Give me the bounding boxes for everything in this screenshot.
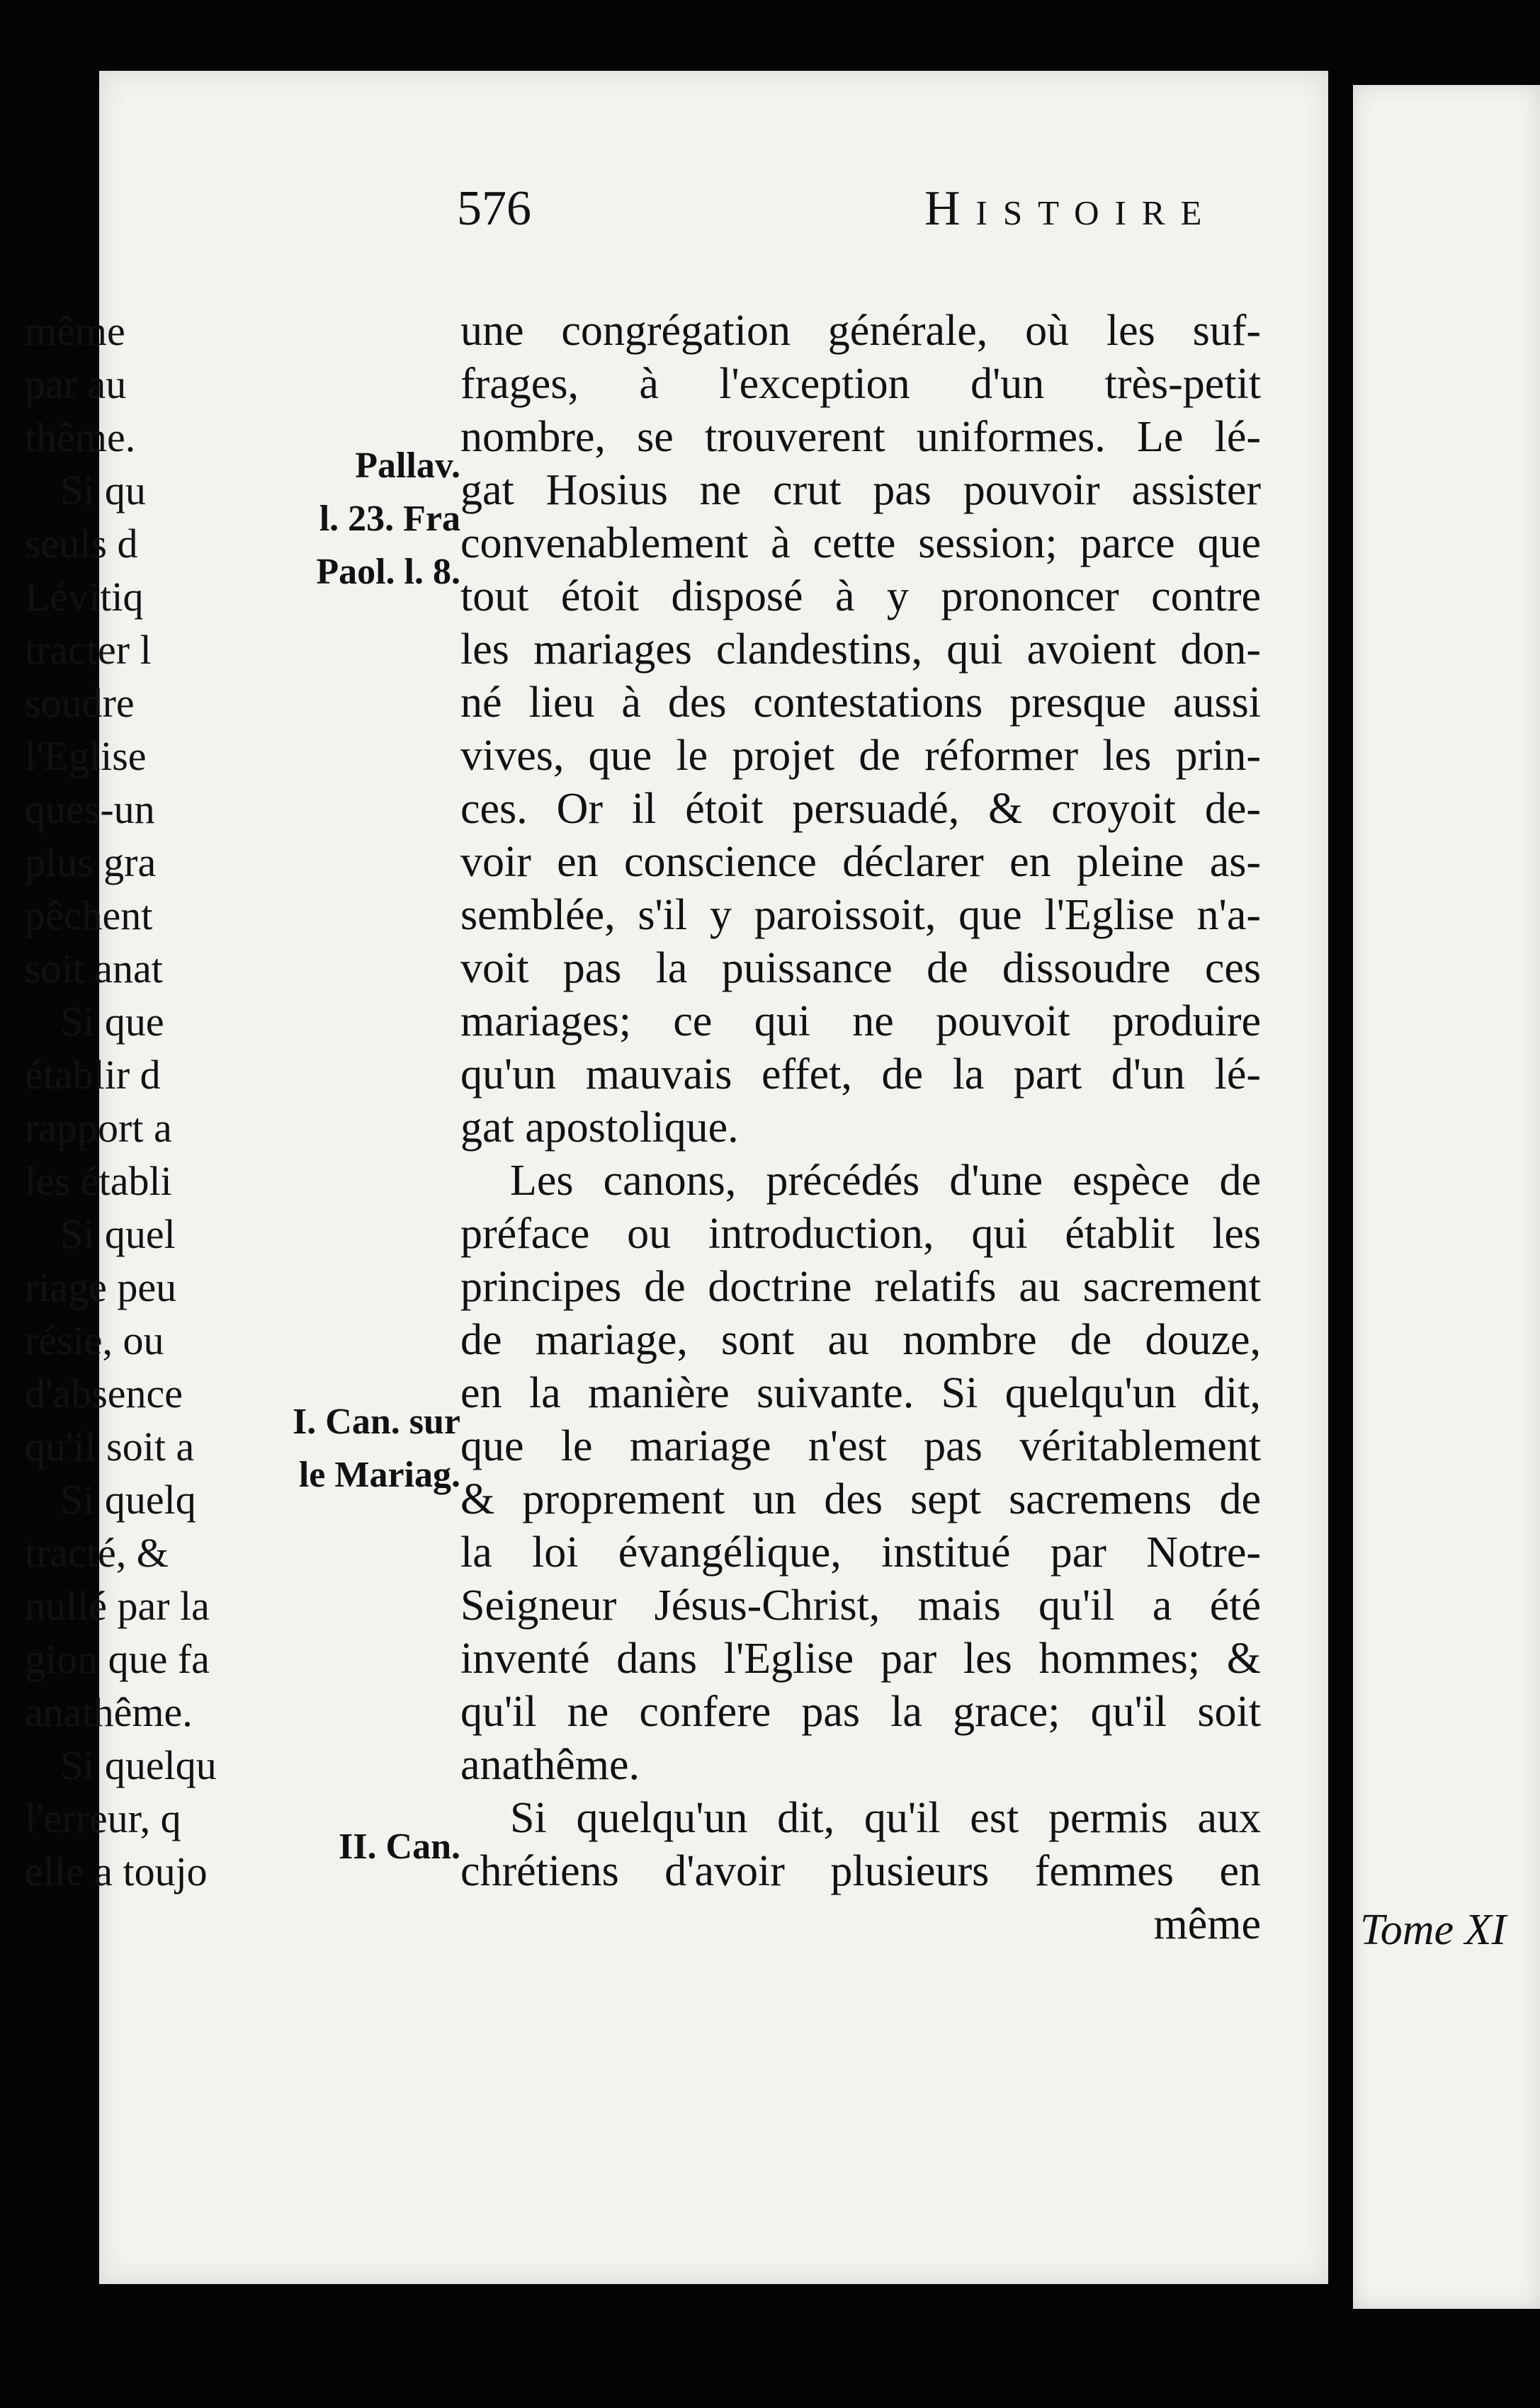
right-page-line: nullé par la (25, 1583, 210, 1629)
text-line: qu'un mauvais effet, de la part d'un lé- (460, 1050, 1261, 1098)
right-page-line: soudre (25, 680, 135, 726)
right-page-line: l'erreur, q (25, 1795, 181, 1841)
text-line: principes de doctrine relatifs au sacrement (460, 1263, 1261, 1311)
text-line: convenablement à cette session; parce que (460, 519, 1261, 567)
text-line: qu'il ne confere pas la grace; qu'il soit (460, 1688, 1261, 1736)
text-line: né lieu à des contestations presque aussi (460, 678, 1261, 727)
signature-mark: Tome XI (1360, 1906, 1507, 1954)
text-line: préface ou introduction, qui établit les (460, 1210, 1261, 1258)
right-page-line: d'absence (25, 1370, 183, 1416)
right-page-line: ques-un (25, 786, 155, 832)
text-line: gat apostolique. (460, 1103, 739, 1152)
right-page (1353, 85, 1540, 2309)
text-line: une congrégation générale, où les suf- (460, 307, 1261, 355)
right-page-text (25, 305, 217, 1898)
text-line: chrétiens d'avoir plusieurs femmes en (460, 1847, 1261, 1895)
right-page-line: résie, ou (25, 1317, 164, 1363)
running-title: Histoire (924, 181, 1218, 236)
text-line: en la manière suivante. Si quelqu'un dit, (460, 1369, 1261, 1417)
right-page-line: thême. (25, 414, 136, 460)
page-number: 576 (457, 181, 531, 236)
right-page-line: anathême. (25, 1689, 193, 1735)
text-line: mariages; ce qui ne pouvoit produire (460, 997, 1261, 1045)
text-line: Seigneur Jésus-Christ, mais qu'il a été (460, 1581, 1261, 1630)
right-page-line: Si qu (60, 467, 146, 513)
text-line: Si quelqu'un dit, qu'il est permis aux (510, 1794, 1261, 1842)
right-page-line: tracté, & (25, 1530, 169, 1576)
margin-note: I. Can. sur (293, 1402, 460, 1442)
right-page-line: soit anat (25, 945, 163, 992)
text-line: même (1153, 1900, 1261, 1948)
right-page-line: gion que fa (25, 1636, 210, 1682)
right-page-line: riage peu (25, 1264, 177, 1310)
text-line: la loi évangélique, institué par Notre- (460, 1528, 1261, 1577)
right-page-line: tracter l (25, 627, 152, 673)
text-line: que le mariage n'est pas véritablement (460, 1422, 1261, 1470)
text-line: semblée, s'il y paroissoit, que l'Eglise n'a- (460, 891, 1261, 939)
margin-note: Paol. l. 8. (316, 552, 460, 592)
text-line: voit pas la puissance de dissoudre ces (460, 944, 1261, 992)
text-line: de mariage, sont au nombre de douze, (460, 1316, 1261, 1364)
text-line: les mariages clandestins, qui avoient don- (460, 625, 1261, 674)
margin-note: Pallav. (355, 445, 460, 486)
text-line: frages, à l'exception d'un très-petit (460, 360, 1261, 408)
right-page-line: Si quel (60, 1211, 176, 1257)
text-line: tout étoit disposé à y prononcer contre (460, 572, 1261, 620)
right-page-line: elle a toujo (25, 1848, 208, 1895)
text-line: inventé dans l'Eglise par les hommes; & (460, 1635, 1261, 1683)
right-page-line: l'Eglise (25, 733, 147, 779)
margin-note: l. 23. Fra (319, 499, 460, 539)
text-line: anathême. (460, 1741, 640, 1789)
right-page-line: plus gra (25, 839, 157, 885)
margin-note: le Mariag. (298, 1455, 460, 1495)
margin-note: II. Can. (339, 1827, 460, 1867)
right-page-line: seuls d (25, 521, 138, 567)
body-text (460, 305, 1261, 1951)
right-page-line: même (25, 308, 125, 354)
text-line: nombre, se trouverent uniformes. Le lé- (460, 413, 1261, 461)
right-page-line: rapport a (25, 1105, 172, 1151)
right-page-line: Si quelq (60, 1477, 196, 1523)
right-page-line: Si quelqu (60, 1742, 217, 1788)
right-page-line: Lévitiq (25, 574, 144, 620)
text-line: & proprement un des sept sacremens de (460, 1475, 1261, 1523)
right-page-line: établir d (25, 1052, 161, 1098)
text-line: Les canons, précédés d'une espèce de (510, 1157, 1261, 1205)
text-line: vives, que le projet de réformer les prin- (460, 732, 1261, 780)
text-line: ces. Or il étoit persuadé, & croyoit de- (460, 785, 1261, 833)
right-page-line: qu'il soit a (25, 1424, 195, 1470)
running-header (358, 181, 1264, 248)
right-page-line: Si que (60, 999, 164, 1045)
text-line: voir en conscience déclarer en pleine as- (460, 838, 1261, 886)
right-page-line: les établi (25, 1158, 172, 1204)
text-line: gat Hosius ne crut pas pouvoir assister (460, 466, 1261, 514)
right-page-line: pêchent (25, 892, 153, 938)
right-page-line: par au (25, 361, 127, 407)
